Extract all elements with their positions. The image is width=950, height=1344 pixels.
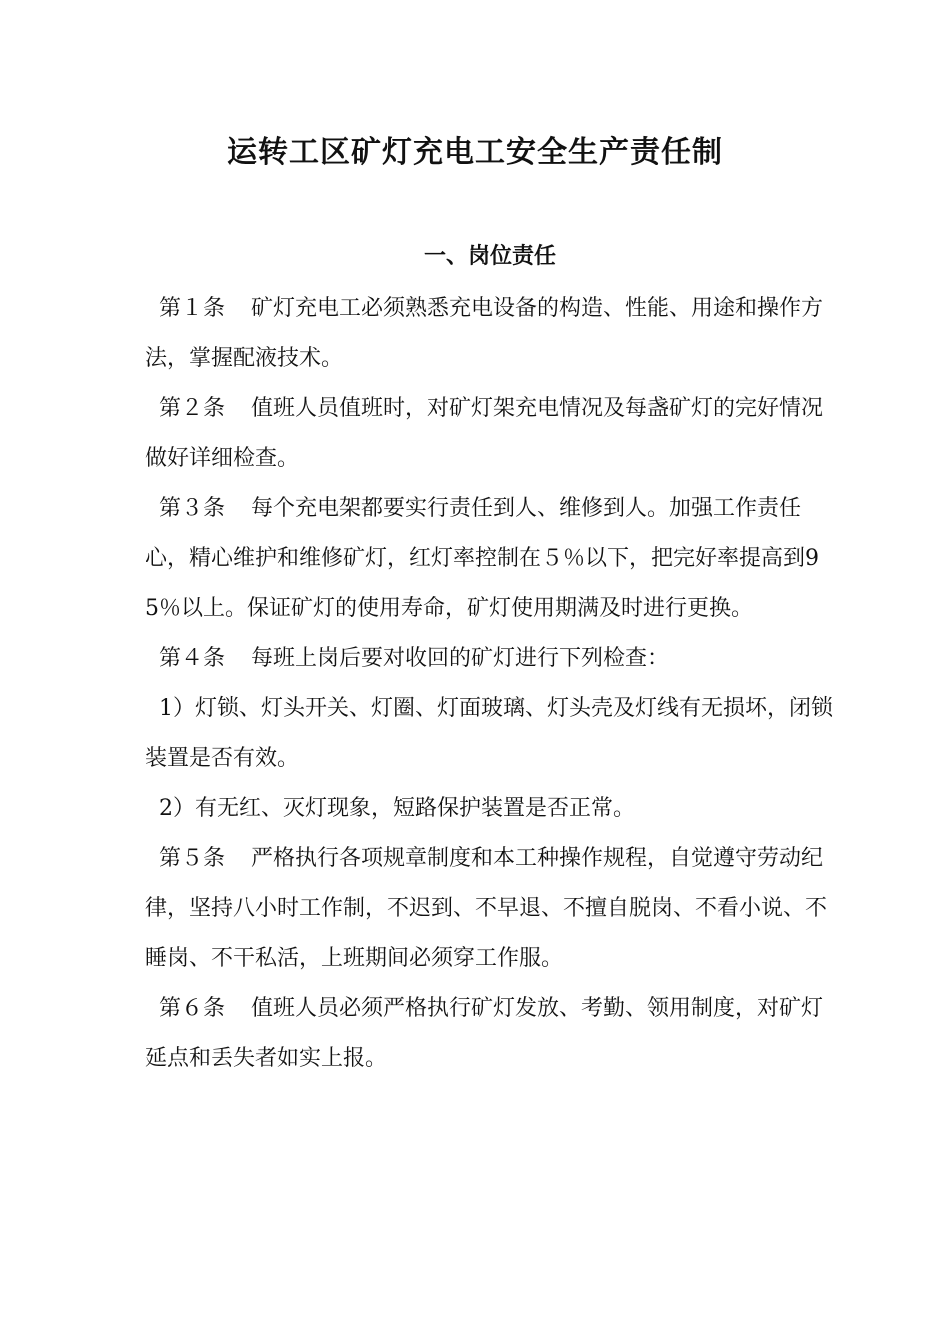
article-number: 第２条 (159, 396, 226, 421)
document-body (145, 284, 835, 1084)
article-3 (145, 484, 835, 634)
article-text: 每班上岗后要对收回的矿灯进行下列检查： (251, 646, 670, 671)
list-item-1 (145, 684, 835, 784)
article-number: 第１条 (159, 296, 226, 321)
article-number: 第５条 (159, 846, 226, 871)
article-4 (145, 634, 835, 684)
article-text: 严格执行各项规章制度和本工种操作规程，自觉遵守劳动纪律，坚持八小时工作制，不迟到、不早退、不擅自脱岗、不看小说、不睡岗、不干私活，上班期间必须穿工作服。 (145, 846, 828, 971)
article-number: 第３条 (159, 496, 226, 521)
list-item-2 (145, 784, 835, 834)
article-number: 第６条 (159, 996, 226, 1021)
article-text: 每个充电架都要实行责任到人、维修到人。加强工作责任心，精心维护和维修矿灯，红灯率控制在５％以下，把完好率提高到95％以上。保证矿灯的使用寿命，矿灯使用期满及时进行更换。 (145, 496, 819, 621)
section-heading: 一、岗位责任 (423, 243, 556, 269)
article-5 (145, 834, 835, 984)
article-text: 矿灯充电工必须熟悉充电设备的构造、性能、用途和操作方法，掌握配液技术。 (145, 296, 824, 371)
article-text: 值班人员值班时，对矿灯架充电情况及每盏矿灯的完好情况做好详细检查。 (145, 396, 824, 471)
article-6 (145, 984, 835, 1084)
list-item-text: 2）有无红、灭灯现象，短路保护装置是否正常。 (159, 796, 635, 821)
document-title: 运转工区矿灯充电工安全生产责任制 (227, 135, 723, 170)
article-2 (145, 384, 835, 484)
article-1 (145, 284, 835, 384)
article-text: 值班人员必须严格执行矿灯发放、考勤、领用制度，对矿灯延点和丢失者如实上报。 (145, 996, 824, 1071)
article-number: 第４条 (159, 646, 226, 671)
list-item-text: 1）灯锁、灯头开关、灯圈、灯面玻璃、灯头壳及灯线有无损坏，闭锁装置是否有效。 (145, 696, 833, 771)
